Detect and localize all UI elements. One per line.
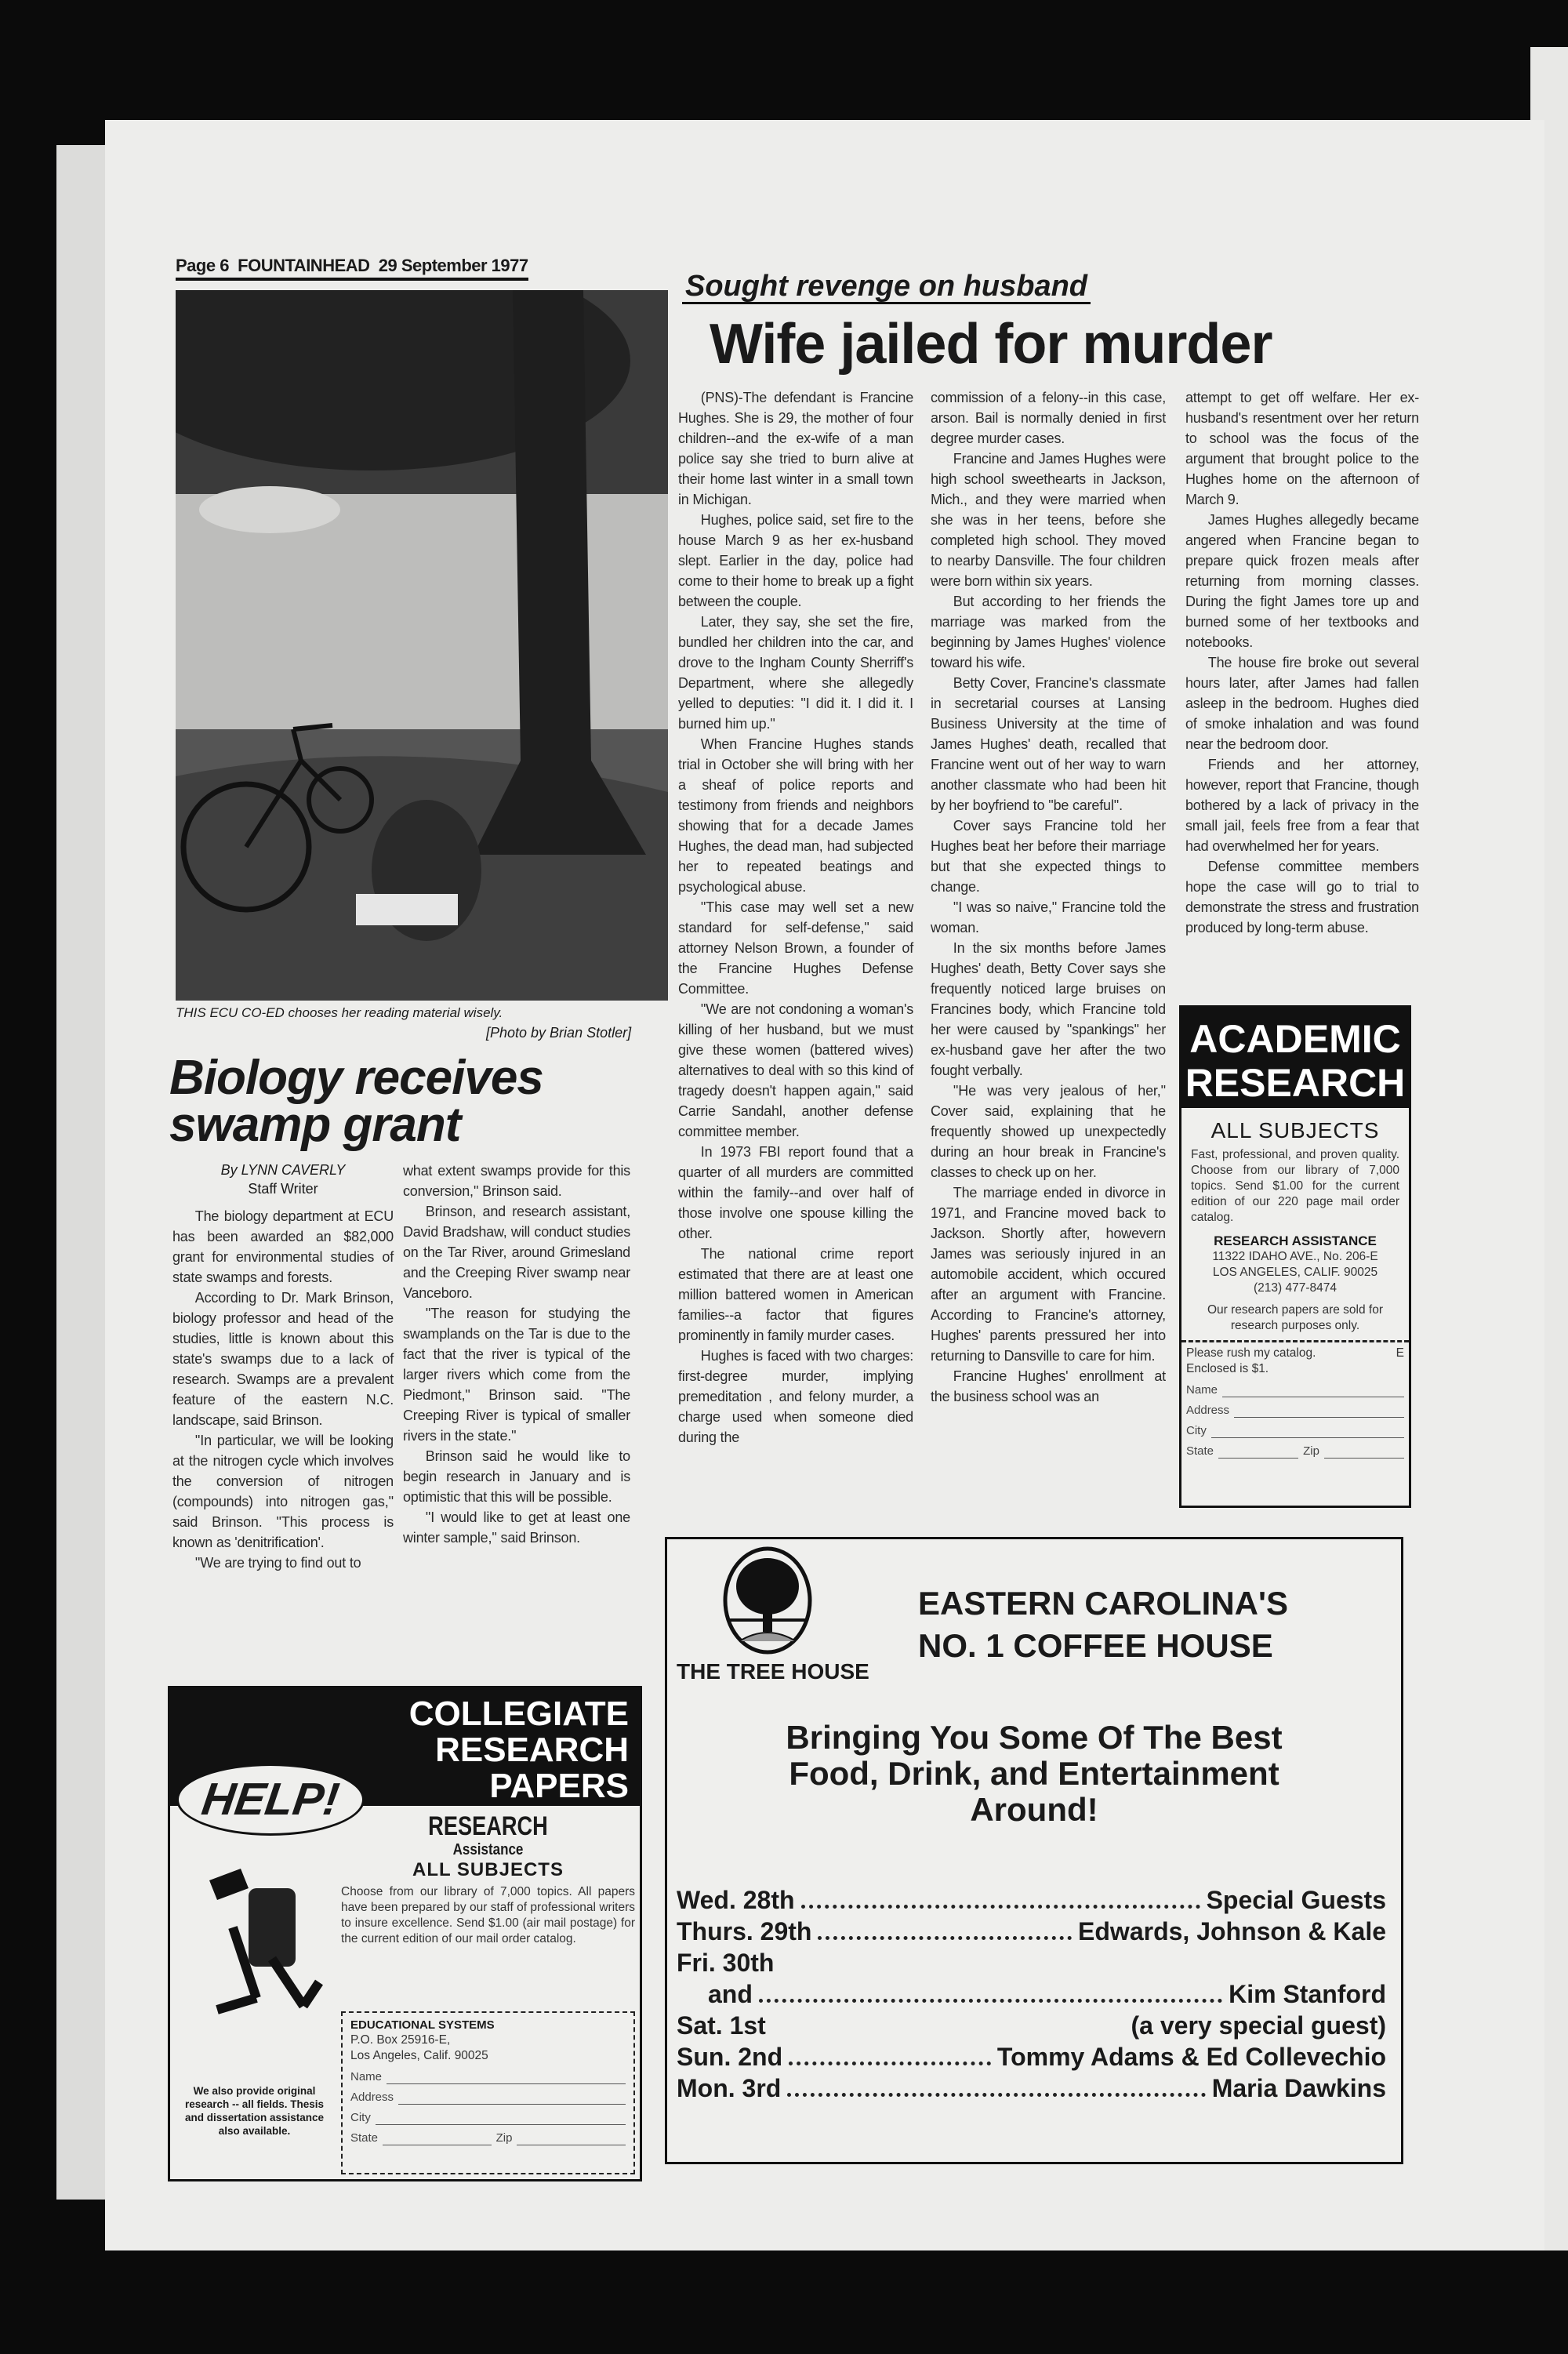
murder-col-1 <box>678 387 913 1448</box>
tree-house-logo <box>722 1546 813 1655</box>
paragraph: But according to her friends the marriage was marked from the beginning by James Hughes' violence toward his wife. <box>931 594 1166 670</box>
academic-research-ad: ACADEMIC RESEARCH ALL SUBJECTS Fast, professional, and proven quality. Choose from our library of 7,000 topics. Send $1.00 for the current edition of our 220 page mail order catalog. RESEARCH ASSISTANCE 11322 IDAHO AVE., No. 206-E LOS ANGELES, CALIF. 90025 (213) 477-8474 Our research papers are sold for research purposes only. Please rush my catalog. E Enclosed is $1. Name Address City State Zip <box>1179 1005 1411 1508</box>
tree-house-ad: THE TREE HOUSE EASTERN CAROLINA'S NO. 1 COFFEE HOUSE Bringing You Some Of The Best Food, Drink, and Entertainment Around! Wed. 28th Special Guests Thurs. 29th Edwards, Johnson & Kale Fri. 30th and Kim Stanford Sat. 1st (a very special guest) Sun. 2nd Tommy Adams & Ed Collevechio Mon. 3rd Maria Dawkins <box>665 1537 1403 2164</box>
page-header <box>176 256 528 281</box>
paragraph: Friends and her attorney, however, report that Francine, though bothered by a lack of privacy in the small jail, feels free from a fear that had overwhelmed her for years. <box>1185 757 1419 854</box>
paragraph: what extent swamps provide for this conversion,'' Brinson said. <box>403 1163 630 1199</box>
paragraph: The biology department at ECU has been awarded an $82,000 grant for environmental studies of state swamps and forests. <box>172 1208 394 1285</box>
schedule-row <box>677 1884 1386 1916</box>
event-schedule <box>677 1884 1386 2104</box>
murder-col-2 <box>931 387 1166 1407</box>
schedule-day: and <box>708 1980 753 2008</box>
address-field[interactable] <box>398 2095 626 2105</box>
paragraph: Defense committee members hope the case will go to trial to demonstrate the stress and frustration produced by long-term abuse. <box>1185 859 1419 935</box>
paragraph: ''We are not condoning a woman's killing of her husband, but we must give these women (battered wives) alternatives to deal with so this kind of tragedy doesn't happen again,'' said Carrie Sandahl, another defense committee member. <box>678 1001 913 1139</box>
paragraph: James Hughes allegedly became angered when Francine began to prepare quick frozen meals after returning from morning classes. During the fight James tore up and burned some of her textbooks and notebooks. <box>1185 512 1419 650</box>
schedule-day: Sun. 2nd <box>677 2043 783 2071</box>
address-field[interactable] <box>1234 1408 1404 1418</box>
article-headline: Wife jailed for murder <box>710 313 1272 376</box>
schedule-act: Maria Dawkins <box>1211 2074 1386 2102</box>
help-speech-bubble: HELP! <box>176 1764 365 1836</box>
leader-dots <box>818 1932 1072 1940</box>
schedule-act: Tommy Adams & Ed Collevechio <box>996 2043 1386 2071</box>
paragraph: According to Dr. Mark Brinson, biology professor and head of the studies, little is known about this state's swamps due to a lack of research. Swamps are a prevalent feature of the eastern N.C. landscape, said Brinson. <box>172 1290 394 1428</box>
paragraph: (PNS)-The defendant is Francine Hughes. She is 29, the mother of four children--and the ex-wife of a man police say she tried to burn alive at their home last winter in a small town in Michigan. <box>678 390 913 507</box>
paragraph: ''This case may well set a new standard for self-defense,'' said attorney Nelson Brown, a founder of the Francine Hughes Defense Committee. <box>678 899 913 997</box>
collegiate-research-ad: COLLEGIATE RESEARCH PAPERS HELP! We also provide original research -- all fields. Thesis and dissertation assistance also available. RESEARCH Assistance ALL SUBJECTS Choose from our library of 7,000 topics. All papers have been prepared by our staff of professional writers to insure excellence. Send $1.00 (air mail postage) for the current edition of our mail order catalog. EDUCATIONAL SYSTEMS P.O. Box 25916-E, Los Angeles, Calif. 90025 Name Address City State Zip <box>168 1686 642 2181</box>
paragraph: attempt to get off welfare. Her ex-husband's resentment over her return to school was the focus of the argument that brought police to the Hughes home on the afternoon of March 9. <box>1185 390 1419 507</box>
paragraph: Francine Hughes' enrollment at the business school was an <box>931 1368 1166 1404</box>
photo-coed-reading <box>176 290 668 1001</box>
paragraph: Later, they say, she set the fire, bundled her children into the car, and drove to the Ingham County Sherriff's Department, where she allegedly yelled to deputies: ''I did it. I did it. I burned him up.'' <box>678 614 913 732</box>
city-field[interactable] <box>376 2116 626 2125</box>
byline-role: Staff Writer <box>248 1181 318 1197</box>
schedule-day: Sat. 1st <box>677 2011 766 2040</box>
schedule-row <box>677 2041 1386 2072</box>
leader-dots <box>759 1995 1222 2003</box>
schedule-day: Wed. 28th <box>677 1886 795 1914</box>
city-field[interactable] <box>1211 1429 1404 1438</box>
paragraph: The national crime report estimated that there are at least one million battered women in American families--a factor that figures prominently in family murder cases. <box>678 1246 913 1343</box>
murder-col-3 <box>1185 387 1419 938</box>
paragraph: Brinson, and research assistant, David Bradshaw, will conduct studies on the Tar River, around Grimesland and the Creeping River swamp near Vanceboro. <box>403 1204 630 1301</box>
schedule-day: Mon. 3rd <box>677 2074 782 2102</box>
schedule-row <box>677 2072 1386 2104</box>
paper-name: FOUNTAINHEAD <box>238 256 370 275</box>
schedule-row <box>677 1978 1386 2010</box>
name-field[interactable] <box>387 2075 626 2084</box>
schedule-act: (a very special guest) <box>1131 2011 1386 2040</box>
paragraph: ''In particular, we will be looking at the nitrogen cycle which involves the conversion of nitrogen (compounds) into nitrogen gas,'' said Brinson. ''This process is known as 'denitrification'. <box>172 1433 394 1550</box>
paragraph: Hughes, police said, set fire to the house March 9 as her ex-husband slept. Earlier in the day, police had come to their home to break up a fight between the couple. <box>678 512 913 609</box>
paragraph: In the six months before James Hughes' death, Betty Cover says she frequently noticed large bruises on Francines body, which Francine told her were caused by ''spankings'' her ex-husband gave her after the two fought verbally. <box>931 940 1166 1078</box>
paragraph: The marriage ended in divorce in 1971, and Francine moved back to Jackson. Shortly after, howevern James was seriously injured in an automobile accident, which occured after an argument with Francine. According to Francine's attorney, Hughes' parents pressured her into returning to Dansville to care for him. <box>931 1185 1166 1364</box>
biology-headline: Biology receives swamp grant <box>169 1051 543 1152</box>
schedule-act: Kim Stanford <box>1229 1980 1386 2008</box>
photo-credit: [Photo by Brian Stotler] <box>486 1025 632 1041</box>
schedule-day: Fri. 30th <box>677 1949 775 1977</box>
name-field[interactable] <box>1222 1388 1404 1397</box>
schedule-row <box>677 2010 1386 2041</box>
paragraph: The house fire broke out several hours later, after James had fallen asleep in the bedroom. Hughes died of smoke inhalation and was found near the bedroom door. <box>1185 655 1419 752</box>
zip-field[interactable] <box>517 2136 626 2145</box>
paragraph: ''I would like to get at least one winter sample,'' said Brinson. <box>403 1509 630 1546</box>
leader-dots <box>789 2058 991 2065</box>
biology-col-1 <box>172 1161 394 1573</box>
paragraph: ''The reason for studying the swamplands on the Tar is due to the fact that the river is typical of the larger rivers which come from the Piedmont,'' Brinson said. ''The Creeping River is typical of smaller rivers in the state.'' <box>403 1306 630 1444</box>
photo-caption: THIS ECU CO-ED chooses her reading material wisely. <box>176 1005 503 1020</box>
byline: By LYNN CAVERLY <box>220 1162 346 1178</box>
leader-dots <box>801 1901 1200 1909</box>
state-field[interactable] <box>1218 1449 1298 1459</box>
paragraph: In 1973 FBI report found that a quarter of all murders are committed within the family--and over half of those involve one spouse killing the other. <box>678 1144 913 1241</box>
paragraph: Betty Cover, Francine's classmate in secretarial courses at Lansing Business University at the time of James Hughes' death, recalled that Francine went out of her way to warn another classmate who had been hit by her boyfriend to ''be careful''. <box>931 675 1166 813</box>
leader-dots <box>787 2089 1205 2097</box>
paragraph: Brinson said he would like to begin research in January and is optimistic that this will be possible. <box>403 1448 630 1505</box>
graduate-carrying-books-illustration <box>194 1865 327 2022</box>
schedule-row <box>677 1916 1386 1947</box>
underlying-pages <box>56 145 111 2200</box>
paragraph: When Francine Hughes stands trial in October she will bring with her a sheaf of police reports and testimony from friends and neighbors showing that for a decade James Hughes, the dead man, had subjected her to repeated beatings and psychological abuse. <box>678 736 913 895</box>
paragraph: ''I was so naive,'' Francine told the woman. <box>931 899 1166 935</box>
schedule-row <box>677 1947 1386 1978</box>
paragraph: Hughes is faced with two charges: first-degree murder, implying premeditation , and felony murder, a charge used when someone died during the <box>678 1348 913 1445</box>
logo-name: THE TREE HOUSE <box>677 1659 869 1684</box>
schedule-act: Special Guests <box>1206 1886 1386 1914</box>
paragraph: ''He was very jealous of her,'' Cover said, explaining that he frequently showed up unexpectedly during an hour break in Francine's classes to check up on her. <box>931 1083 1166 1180</box>
paragraph: Francine and James Hughes were high school sweethearts in Jackson, Mich., and they were married when she was in her teens, before she completed high school. They moved to nearby Dansville. The four children were born within six years. <box>931 451 1166 589</box>
order-coupon: EDUCATIONAL SYSTEMS P.O. Box 25916-E, Los Angeles, Calif. 90025 Name Address City State Zip <box>341 2011 635 2174</box>
paragraph: ''We are trying to find out to <box>194 1555 361 1571</box>
issue-date: 29 September 1977 <box>378 256 528 275</box>
schedule-day: Thurs. 29th <box>677 1917 812 1945</box>
paragraph: commission of a felony--in this case, arson. Bail is normally denied in first degree murder cases. <box>931 390 1166 446</box>
schedule-act: Edwards, Johnson & Kale <box>1078 1917 1386 1945</box>
state-field[interactable] <box>383 2136 492 2145</box>
page-number: Page 6 <box>176 256 229 275</box>
article-kicker: Sought revenge on husband <box>682 271 1091 304</box>
biology-col-2 <box>403 1161 630 1548</box>
paragraph: Cover says Francine told her Hughes beat her before their marriage but that she expected things to change. <box>931 818 1166 895</box>
zip-field[interactable] <box>1324 1449 1404 1459</box>
